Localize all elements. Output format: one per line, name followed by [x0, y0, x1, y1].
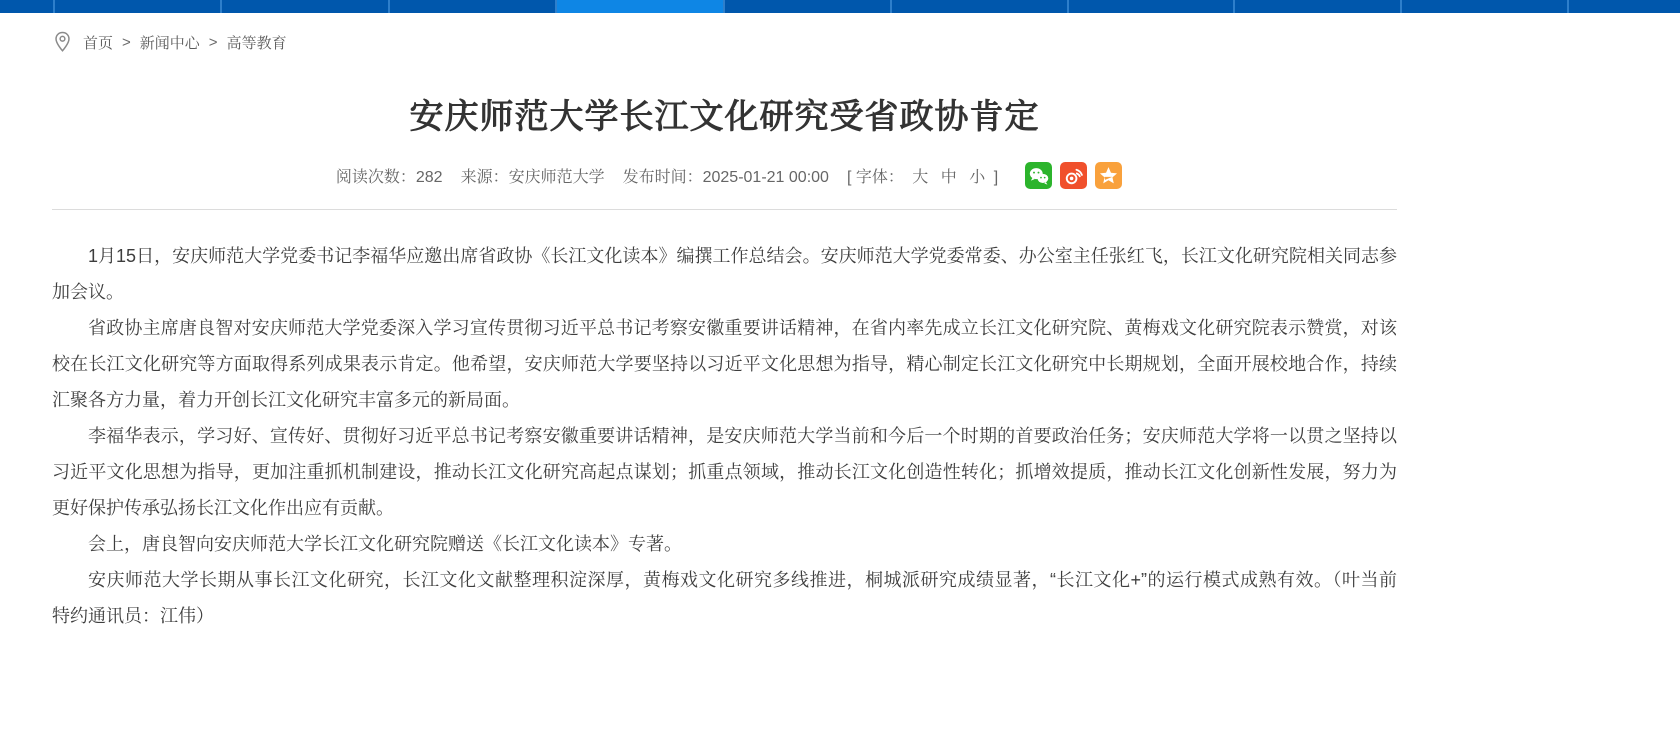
top-nav-bar	[0, 0, 1680, 13]
breadcrumb-item-news-center[interactable]: 新闻中心	[139, 34, 200, 52]
nav-segment[interactable]	[1067, 0, 1233, 13]
breadcrumb-separator: >	[122, 33, 131, 51]
wechat-share-icon[interactable]	[1025, 162, 1052, 189]
nav-segment[interactable]	[890, 0, 1067, 13]
article-title: 安庆师范大学长江文化研究受省政协肯定	[409, 98, 1040, 136]
nav-segment[interactable]	[1400, 0, 1567, 13]
nav-segment[interactable]	[723, 0, 890, 13]
source-value: 安庆师范大学	[508, 169, 605, 186]
nav-segment[interactable]	[1233, 0, 1400, 13]
qzone-share-icon[interactable]	[1095, 162, 1122, 189]
breadcrumb-separator: >	[208, 33, 218, 51]
article-paragraph: 安庆师范大学长期从事长江文化研究，长江文化文献整理积淀深厚，黄梅戏文化研究多线推进，桐城派研究成绩显著，“长江文化+”的运行模式成熟有效。（叶当前 特约通讯员：江伟）	[52, 570, 1415, 626]
location-pin-icon	[52, 30, 73, 54]
nav-segment[interactable]	[1567, 0, 1680, 13]
breadcrumb-item-higher-education[interactable]: 高等教育	[226, 34, 287, 52]
article-meta	[52, 162, 1397, 189]
nav-segment[interactable]	[53, 0, 220, 13]
font-size-medium-button[interactable]: 中	[940, 169, 957, 186]
weibo-share-icon[interactable]	[1060, 162, 1087, 189]
views-label: 阅读次数：	[335, 169, 416, 186]
font-label-open: [ 字体：	[846, 169, 904, 186]
breadcrumb	[52, 29, 1397, 55]
source-group	[461, 164, 605, 187]
content-container	[52, 29, 1415, 634]
nav-segment[interactable]	[220, 0, 388, 13]
publish-time-label: 发布时间：	[622, 169, 703, 186]
article-paragraph: 1月15日，安庆师范大学党委书记李福华应邀出席省政协《长江文化读本》编撰工作总结会。安庆师范大学党委常委、办公室主任张红飞，长江文化研究院相关同志参加会议。	[52, 246, 1397, 302]
article-paragraph: 李福华表示，学习好、宣传好、贯彻好习近平总书记考察安徽重要讲话精神，是安庆师范大学当前和今后一个时期的首要政治任务；安庆师范大学将一以贯之坚持以习近平文化思想为指导，更加注重抓机制建设，推动长江文化研究高起点谋划；抓重点领域，推动长江文化创造性转化；抓增效提质，推动长江文化创新性发展，努力为更好保护传承弘扬长江文化作出应有贡献。	[52, 426, 1397, 518]
font-size-controls	[847, 164, 998, 187]
article-paragraph: 省政协主席唐良智对安庆师范大学党委深入学习宣传贯彻习近平总书记考察安徽重要讲话精神，在省内率先成立长江文化研究院、黄梅戏文化研究院表示赞赏，对该校在长江文化研究等方面取得系列成果表示肯定。他希望，安庆师范大学要坚持以习近平文化思想为指导，精心制定长江文化研究中长期规划，全面开展校地合作，持续汇聚各方力量，着力开创长江文化研究丰富多元的新局面。	[52, 318, 1397, 410]
font-label-close: ]	[993, 169, 999, 186]
breadcrumb-item-home[interactable]: 首页	[83, 34, 114, 52]
font-size-large-button[interactable]: 大	[912, 169, 929, 186]
meta-divider	[52, 209, 1397, 210]
font-size-small-button[interactable]: 小	[969, 169, 986, 186]
source-label: 来源：	[460, 169, 509, 186]
nav-segment-active[interactable]	[555, 0, 723, 13]
views-count: 282	[415, 169, 443, 186]
share-buttons	[1017, 162, 1122, 189]
article-paragraph: 会上，唐良智向安庆师范大学长江文化研究院赠送《长江文化读本》专著。	[88, 534, 682, 554]
nav-segment[interactable]	[388, 0, 555, 13]
publish-time-group	[623, 164, 829, 187]
views-group	[336, 164, 443, 187]
publish-time-value: 2025-01-21 00:00	[702, 169, 829, 186]
nav-segment[interactable]	[0, 0, 53, 13]
article-body	[52, 238, 1415, 634]
